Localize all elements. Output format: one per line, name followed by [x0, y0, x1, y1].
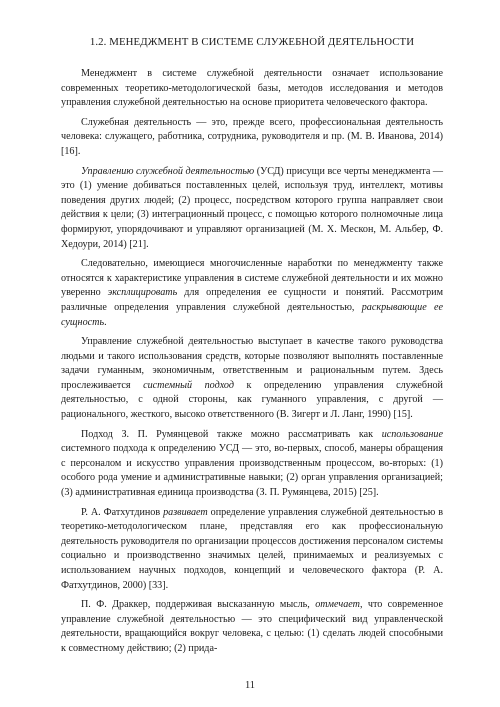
emphasized-text: эксплицировать — [107, 287, 178, 299]
body-text: , что современное управление служебной деятельностью — это специфический вид управленческой деятельности, вращающийся вокруг человека, с целью: (1) сделать людей способными к совместному действию; (2) прида- — [61, 599, 443, 654]
paragraph — [61, 506, 443, 594]
paragraph — [61, 257, 443, 330]
body-text: Служебная деятельность — это, прежде всего, профессиональная деятельность человека: служащего, работника, сотрудника, руководителя и пр. (М. В. Иванова, 2014) [16]. — [61, 116, 443, 157]
emphasized-text: Управлению служебной деятельностью — [81, 165, 255, 177]
paragraph — [61, 165, 443, 253]
body-text: (УСД) присущи все черты менеджмента — это (1) умение добиваться поставленных целей, используя труд, интеллект, мотивы поведения других людей; (2) процесс, посредством которого группа направляет свои действия к цели; (3) интеграционный процесс, с помощью которого полномочные лица формируют, упорядочивают и управляют организацией (М. Х. Мескон, М. Альбер, Ф. Хедоури, 2014) [21]. — [61, 165, 443, 250]
paragraph — [61, 116, 443, 160]
body-text: Р. А. Фатхутдинов — [81, 506, 164, 518]
page-number: 11 — [244, 680, 256, 691]
emphasized-text: системный подход — [143, 379, 234, 391]
body-text: к определению управления служебной деятельностью, с одной стороны, как гуманного управления, с другой — рационального, жесткого, высоко ответственного (В. Зигерт и Л. Ланг, 1990) [15]. — [61, 379, 443, 421]
body-text: . — [104, 316, 107, 328]
paragraph — [61, 598, 443, 656]
emphasized-text: раскрывающие ее сущность — [61, 301, 443, 328]
section-heading: 1.2. МЕНЕДЖМЕНТ В СИСТЕМЕ СЛУЖЕБНОЙ ДЕЯТЕЛЬНОСТИ — [89, 36, 415, 48]
body-text: определение управления служебной деятельностью в теоретико-методологическом плане, представляя его как профессиональную деятельность руководителя по организации процессов достижения персоналом системы социально и производственно значимых целей, принимаемых и реализуемых с использованием научных подходов, концепций и человеческого фактора (Р. А. Фатхутдинов, 2000) [33]. — [61, 506, 443, 591]
paragraph — [61, 67, 443, 111]
body-text: для определения ее сущности и понятий. Рассмотрим различные определения управления служебной деятельностью, — [61, 287, 443, 313]
emphasized-text: использование — [381, 428, 443, 440]
body-text: Следовательно, имеющиеся многочисленные наработки по менеджменту также относятся к характеристике управления в системе служебной деятельности и их можно уверенно — [61, 258, 443, 299]
emphasized-text: отмечает — [315, 599, 360, 611]
body-text: П. Ф. Драккер, поддерживая высказанную мысль, — [81, 599, 316, 611]
body-text: Подход З. П. Румянцевой также можно рассматривать как — [81, 428, 382, 440]
page-body — [61, 36, 443, 662]
paragraph-list — [61, 67, 443, 657]
paragraph — [61, 428, 443, 501]
emphasized-text: развивает — [163, 506, 208, 518]
body-text: системного подхода к определению УСД — это, во-первых, способ, манеры обращения с персоналом и искусство управления производственным процессом, во-вторых: (1) особого рода умение и административные навыки; (2) орган управления организацией; (3) административная единица производства (З. П. Румянцева, 2015) [25]. — [61, 443, 443, 499]
paragraph — [61, 335, 443, 423]
body-text: Менеджмент в системе служебной деятельности означает использование современных теоретико-методологической базы, методов исследования и методов управления служебной деятельностью на основе приоритета человеческого фактора. — [61, 68, 443, 109]
body-text: Управление служебной деятельностью выступает в качестве такого руководства людьми и такого использования средств, которые позволяют выполнять поставленные задачи гуманным, экономичным, ответственным и рациональным путем. Здесь прослеживается — [61, 336, 443, 391]
